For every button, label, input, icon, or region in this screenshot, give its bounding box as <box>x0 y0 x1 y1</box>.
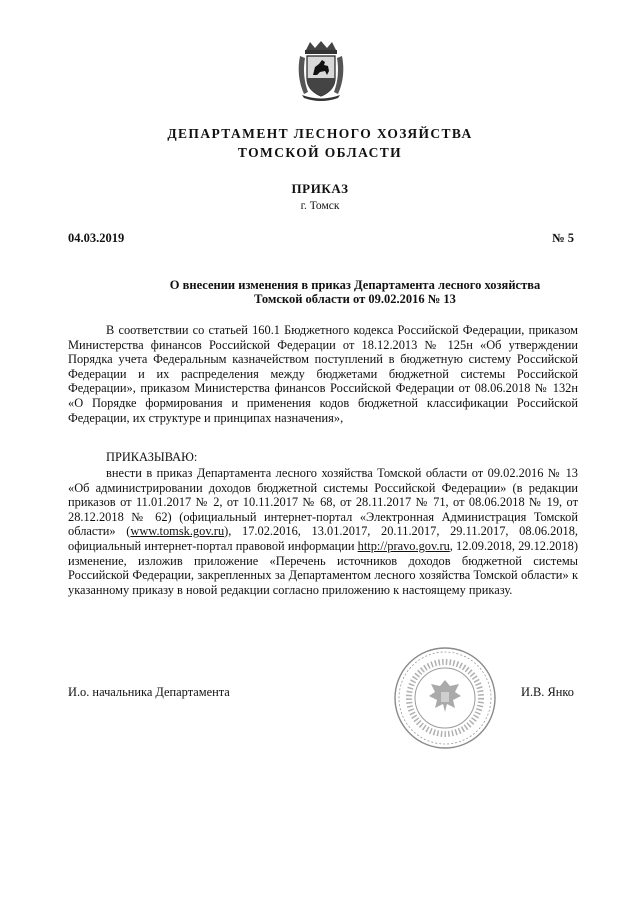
document-date: 04.03.2019 <box>68 231 125 245</box>
order-text-part1: внести в приказ Департамента лесного хозяйства Томской области от 09.02.2016 № 13 «Об администрировании доходов бюджетной системы Российской Федерации» (в редакции приказов от 11.01.2017 № 2, от 10.11.2017 № 68, от 28.11.2017 № 71, от 08.06.2018 № 19, от 28.12.2018 № 62) (официальный интернет-портал «Электронная Администрация Томской области» ( <box>68 466 578 539</box>
document-city: г. Томск <box>300 200 340 212</box>
tomsk-coat-of-arms-icon <box>296 40 346 102</box>
order-keyword: ПРИКАЗЫВАЮ: <box>106 450 198 464</box>
order-text-part3: , 12.09.2018, 29.12.2018) изменение, изложив приложение «Перечень источников доходов бюджетной системы Российской Федерации, закрепленных за Департаментом лесного хозяйства Томской области» к указанному приказу в новой редакции согласно приложению к настоящему приказу. <box>68 538 578 597</box>
document-title <box>130 278 580 306</box>
signatory-name: И.В. Янко <box>521 685 574 699</box>
document-title-line1: О внесении изменения в приказ Департамента лесного хозяйства <box>169 278 541 292</box>
official-seal-icon <box>393 646 497 750</box>
document-number: № 5 <box>552 231 574 245</box>
preamble-paragraph: В соответствии со статьей 160.1 Бюджетного кодекса Российской Федерации, приказом Министерства финансов Российской Федерации от 18.12.2013 № 125н «Об утверждении Порядка учета Федеральным казначейством поступлений в бюджетную систему Российской Федерации и их распределения между бюджетами бюджетной системы Российской Федерации», приказом Министерства финансов Российской Федерации от 08.06.2018 № 132н «О Порядке формирования и применения кодов бюджетной классификации Российской Федерации, их структуре и принципах назначения», <box>68 323 578 425</box>
tomsk-gov-link[interactable]: www.tomsk.gov.ru <box>130 524 225 539</box>
document-title-line2: Томской области от 09.02.2016 № 13 <box>254 292 456 306</box>
org-name-line2: ТОМСКОЙ ОБЛАСТИ <box>237 145 403 160</box>
signatory-position: И.о. начальника Департамента <box>68 685 230 699</box>
order-text-part2: ), 17.02.2016, 13.01.2017, 20.11.2017, 29.11.2017, 08.06.2018, официальный интернет-портал правовой информации <box>68 524 578 553</box>
document-type: ПРИКАЗ <box>291 181 349 196</box>
pravo-gov-link[interactable]: http://pravo.gov.ru <box>357 538 450 553</box>
order-paragraph <box>68 466 578 597</box>
org-name-line1: ДЕПАРТАМЕНТ ЛЕСНОГО ХОЗЯЙСТВА <box>167 126 473 141</box>
